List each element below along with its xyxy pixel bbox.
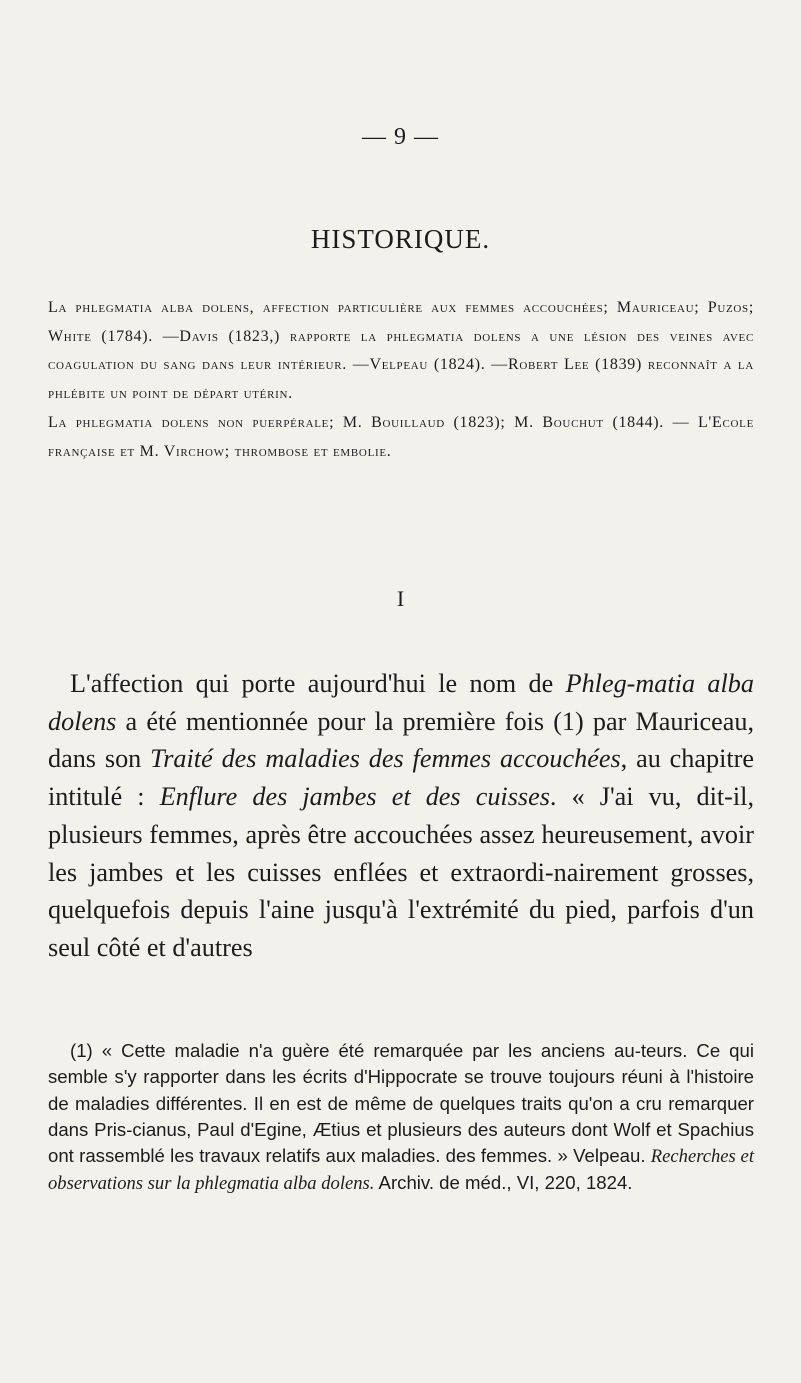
page-number: — 9 — — [362, 124, 439, 150]
body-italic-run: Phleg-matia alba dolens — [48, 669, 754, 736]
footnote-text-run: Archiv. de méd., VI, 220, 1824. — [374, 1172, 633, 1194]
summary-paragraph-1: La phlegmatia alba dolens, affection particulière aux femmes accouchées; Mauriceau; Puzos; White (1784). —Davis (1823,) rapporte la phlegmatia dolens a une lésion des veines avec coagulation du sang dans leur intérieur. —Velpeau (1824). —Robert Lee (1839) reconnaît a la phlébite un point de départ utérin. — [48, 299, 754, 403]
body-text-run: . « J'ai vu, dit-il, plusieurs femmes, après être accouchées assez heureusement, avoir les jambes et les cuisses enflées et extraordi-nairement grosses, quelquefois depuis l'aine jusqu'à l'extrémité du pied, parfois d'un seul côté et d'autres — [48, 782, 754, 962]
footnote-text-run: (1) « Cette maladie n'a guère été remarquée par les anciens au-teurs. Ce qui semble s'y rapporter dans les écrits d'Hippocrate se trouve toujours réuni à l'histoire de maladies différentes. Il en est de même de quelques traits qu'on a cru remarquer dans Pris-cianus, Paul d'Egine, Ætius et plusieurs des auteurs dont Wolf et Spachius ont rassemblé les travaux relatifs aux maladies. des femmes. » Velpeau. — [48, 1040, 754, 1167]
summary-paragraph-2: La phlegmatia dolens non puerpérale; M. Bouillaud (1823); M. Bouchut (1844). — L'Ecole française et M. Virchow; thrombose et embolie. — [48, 413, 754, 460]
page-title: HISTORIQUE. — [310, 224, 491, 254]
body-italic-run: Traité des maladies des femmes accouchées — [150, 744, 621, 774]
chapter-summary — [48, 294, 754, 466]
body-text-run: , au chapitre intitulé : — [48, 744, 754, 812]
body-paragraph — [48, 665, 754, 967]
body-italic-run: Enflure des jambes et des cuisses — [159, 782, 550, 812]
footnote-italic-run: Recherches et observations sur la phlegmatia alba dolens. — [48, 1146, 754, 1195]
section-number: I — [396, 586, 405, 611]
body-text-run: a été mentionnée pour la première fois (1) par Mauriceau, dans son — [48, 706, 754, 774]
body-text-run: L'affection qui porte aujourd'hui le nom de — [70, 669, 566, 698]
footnote — [48, 1038, 754, 1198]
